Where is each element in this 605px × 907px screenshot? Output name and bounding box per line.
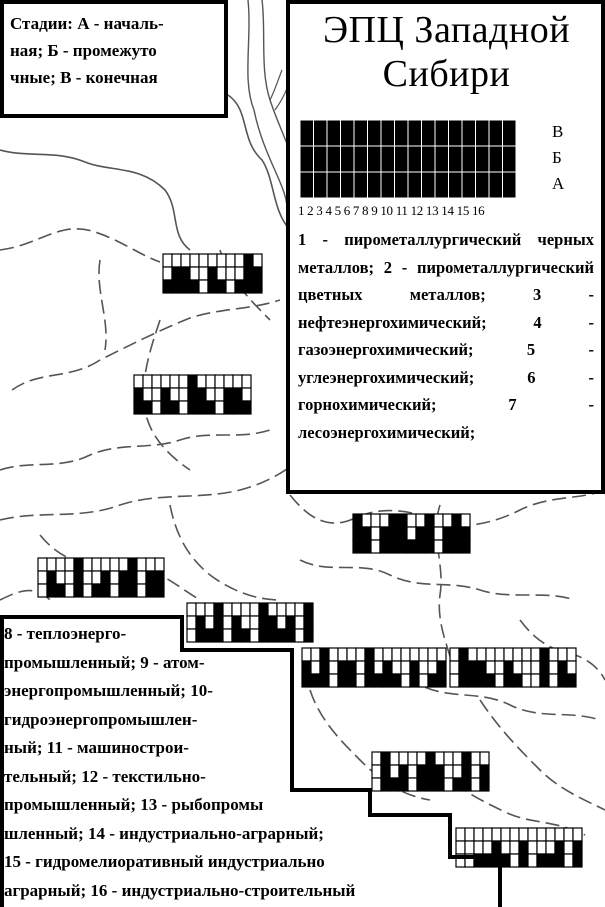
map-title [298,8,595,96]
cycle-grid-west-central-cell [188,375,197,388]
cycle-grid-north-cell [163,254,172,267]
cycle-grid-southeast-cell [540,674,549,687]
cycle-grid-southwest-cell [119,558,128,571]
cycle-grid-south-cell [205,603,214,616]
legend-grid-cell [300,172,314,198]
cycle-grid-bottom-right-cell [546,841,555,854]
cycle-grid-southeast-cell [558,674,567,687]
cycle-grid-south-cell [277,603,286,616]
legend-grid-cell [354,146,368,172]
cycle-grid-west-central-cell [134,401,143,414]
cycle-grid-southwest-cell [56,571,65,584]
legend-grid-cell [476,120,490,146]
cycle-grid-north-cell [172,254,181,267]
legend-grid-cell [381,146,395,172]
cycle-grid-southwest-cell [146,584,155,597]
cycle-grid-west-central-cell [224,388,233,401]
cycle-grid-southwest-cell [137,558,146,571]
legend-grid-cell [449,146,463,172]
legend-grid-cell [503,172,517,198]
cycle-grid-west-central-cell [161,401,170,414]
cycle-grid-east-central-cell [353,514,362,527]
cycle-grid-west-central-cell [179,375,188,388]
legend-grid-cell [327,146,341,172]
cycle-grid-south-cell [250,603,259,616]
cycle-grid-north-cell [244,267,253,280]
stages-note-line-3: чные; В - конечная [10,68,158,87]
cycle-grid-north-cell [181,267,190,280]
cycle-grid-bottom-right-cell [501,828,510,841]
cycle-grid-west-central-cell [143,388,152,401]
legend-description-2-line: энергопромышленный; 10- [4,681,213,700]
cycle-grid-southwest-cell [92,584,101,597]
cycle-grid-east-central-cell [416,527,425,540]
cycle-grid-southwest-cell [137,584,146,597]
cycle-grid-south-cell [232,603,241,616]
cycle-grid-southwest-cell [92,571,101,584]
legend-grid-cell [341,120,355,146]
cycle-grid-west-central-cell [161,375,170,388]
cycle-grid-east-central-cell [389,540,398,553]
cycle-grid-north-cell [235,254,244,267]
cycle-grid-bottom-right-cell [510,841,519,854]
cycle-grid-southwest-cell [83,584,92,597]
cycle-grid-south-cell [259,603,268,616]
cycle-grid-east-central-cell [425,527,434,540]
cycle-grid-southeast-cell [549,661,558,674]
cycle-grid-southwest-cell [155,558,164,571]
cycle-grid-west-central-cell [152,375,161,388]
cycle-grid-southwest-cell [65,584,74,597]
cycle-grid-west-central-cell [242,401,251,414]
cycle-grid-southeast-cell [504,648,513,661]
cycle-grid-east-central-cell [353,540,362,553]
legend-grid-cell [381,120,395,146]
legend-title-box [286,0,605,494]
cycle-grid-west-central-cell [233,388,242,401]
cycle-grid-north-cell [208,280,217,293]
legend-grid-cell [314,120,328,146]
cycle-grid-east-central-cell [380,527,389,540]
cycle-grid-south-cell [304,603,313,616]
legend-description-2-line: 15 - гидромелиоративный индустриально [4,852,325,871]
cycle-grid-north-cell [244,280,253,293]
cycle-grid-southwest-cell [47,571,56,584]
cycle-grid-north-cell [253,267,262,280]
cycle-grid-west-central-cell [224,375,233,388]
cycle-grid-bottom-right-cell [555,841,564,854]
legend-grid-cell [408,172,422,198]
legend-grid-cell [381,172,395,198]
cycle-grid-southwest-cell [56,584,65,597]
legend-grid-cell [503,120,517,146]
legend-grid-cell [449,172,463,198]
cycle-grid-east-central-cell [434,514,443,527]
cycle-grid-southwest-cell [65,571,74,584]
cycle-grid-west-central-cell [197,375,206,388]
cycle-grid-east-central-cell [425,540,434,553]
legend-grid-cell [462,172,476,198]
legend-grid-cell [422,146,436,172]
cycle-grid-southwest-cell [38,558,47,571]
cycle-grid-southwest-cell [110,558,119,571]
cycle-grid-southeast-cell [522,648,531,661]
cycle-grid-southwest-cell [128,558,137,571]
legend-grid-cell [422,120,436,146]
legend-grid-cell [489,146,503,172]
cycle-grid-east-central-cell [434,540,443,553]
cycle-grid-southeast-cell [513,674,522,687]
cycle-grid-bottom-right-cell [510,854,519,867]
stages-note-box [0,0,228,118]
legend-description-2-line: шленный; 14 - индустриально-аграрный; [4,823,324,843]
cycle-grid-east-central-cell [416,540,425,553]
cycle-grid-east-central-cell [398,514,407,527]
cycle-grid-southwest-cell [38,584,47,597]
cycle-grid-southwest-cell [146,571,155,584]
cycle-grid-north-cell [226,280,235,293]
cycle-grid-east-central-cell [407,540,416,553]
legend-grid-cell [489,172,503,198]
cycle-grid-east-central-cell [443,527,452,540]
cycle-grid-southwest-cell [47,558,56,571]
cycle-grid-east-central-cell [461,540,470,553]
cycle-grid-west-central-cell [134,388,143,401]
legend-grid-cell [300,146,314,172]
cycle-grid-north-cell [208,267,217,280]
cycle-grid-north-cell [253,254,262,267]
cycle-grid-bottom-right-cell [546,828,555,841]
cycle-grid-east-central-cell [389,514,398,527]
cycle-grid-east-central-cell [452,527,461,540]
cycle-grid-southwest-cell [101,558,110,571]
cycle-grid-southeast-cell [540,661,549,674]
cycle-grid-east-central-cell [398,540,407,553]
cycle-grid-west-central-cell [233,401,242,414]
cycle-grid-north-cell [181,280,190,293]
legend-description-2-line: ный; 11 - машинострои- [4,738,189,757]
cycle-grid-north-cell [163,280,172,293]
legend-grid-cell [354,172,368,198]
cycle-grid-east-central-cell [452,540,461,553]
legend-grid-cell [408,146,422,172]
cycle-grid-southeast-cell [513,648,522,661]
legend-grid-cell [435,120,449,146]
legend-grid-cell [341,146,355,172]
cycle-grid-west-central-cell [242,388,251,401]
cycle-grid-bottom-right-cell [519,854,528,867]
cycle-grid-east-central-cell [407,527,416,540]
cycle-grid-west-central-cell [170,375,179,388]
cycle-grid-west-central [134,375,251,414]
legend-grid-cell [300,120,314,146]
cycle-grid-southwest-cell [74,571,83,584]
legend-grid-cell [368,172,382,198]
cycle-grid-southwest-cell [83,571,92,584]
legend-description-1: 1 - пирометаллургический черных металлов; 2 - пирометаллургический цветных металлов; 3 - нефтеэнергохимический; 4 - газоэнергохимический; 5 - углеэнергохимический; 6 - горнохимический; 7 - лесоэнергохимический; [298,230,594,442]
cycle-grid-bottom-right-cell [546,854,555,867]
cycle-grid-north-cell [172,267,181,280]
cycle-grid-southeast-cell [558,648,567,661]
legend-stage-a: А [552,174,565,193]
cycle-grid-southwest-cell [83,558,92,571]
cycle-grid-bottom-right-cell [555,854,564,867]
legend-grid-cell [435,146,449,172]
cycle-grid-southeast-cell [567,648,576,661]
cycle-grid-southwest-cell [119,584,128,597]
cycle-grid-southwest-cell [128,571,137,584]
cycle-grid-southwest-cell [110,584,119,597]
cycle-grid-east-central-cell [398,527,407,540]
cycle-grid-southwest-cell [146,558,155,571]
cycle-grid-east-central-cell [452,514,461,527]
legend-grid-cell [327,172,341,198]
stages-note-line-1: Стадии: А - началь- [10,14,164,33]
cycle-grid-bottom-right-cell [519,841,528,854]
cycle-grid-southwest-cell [137,571,146,584]
cycle-grid-west-central-cell [134,375,143,388]
cycle-grid-east-central-cell [425,514,434,527]
cycle-grid-north-cell [208,254,217,267]
cycle-grid-east-central-cell [371,514,380,527]
cycle-grid-east-central-cell [380,540,389,553]
cycle-grid-southeast-cell [531,648,540,661]
cycle-grid-bottom-right-cell [519,828,528,841]
cycle-grid-bottom-right-cell [573,828,582,841]
legend-numbers: 1 2 3 4 5 6 7 8 9 10 11 12 13 14 15 16 [298,203,485,218]
cycle-grid-bottom-right-cell [528,841,537,854]
cycle-grid-southwest-cell [101,571,110,584]
cycle-grid-southeast-cell [558,661,567,674]
cycle-grid-south-cell [187,603,196,616]
legend-grid-cell [314,172,328,198]
cycle-grid-west-central-cell [170,388,179,401]
cycle-grid-west-central-cell [224,401,233,414]
cycle-grid-southwest-cell [74,584,83,597]
northern-coast [228,95,290,230]
legend-description-2-line: промышленный; 13 - рыбопромы [4,795,264,814]
cycle-grid-southwest-cell [38,571,47,584]
legend-stage-b: Б [552,148,562,167]
cycle-grid-south-cell [295,603,304,616]
cycle-grid-west-central-cell [197,401,206,414]
cycle-grid-north-cell [190,267,199,280]
legend-grid-cell [462,146,476,172]
cycle-grid-southwest-cell [155,584,164,597]
cycle-grid-south-cell [286,603,295,616]
cycle-grid-east-central-cell [353,527,362,540]
cycle-grid-southwest-cell [47,584,56,597]
cycle-grid-north [163,254,262,293]
cycle-grid-north-cell [253,280,262,293]
cycle-grid-west-central-cell [188,388,197,401]
legend-grid-cell [408,120,422,146]
legend-description-2-line: промышленный; 9 - атом- [4,652,205,672]
cycle-grid-north-cell [217,267,226,280]
cycle-grid-east-central-cell [443,514,452,527]
cycle-grid-west-central-cell [143,401,152,414]
cycle-grid-west-central-cell [215,388,224,401]
cycle-grid-west-central-cell [242,375,251,388]
cycle-grid-southwest-cell [110,571,119,584]
cycle-grid-southwest-cell [155,571,164,584]
cycle-grid-west-central-cell [161,388,170,401]
cycle-grid-south-cell [223,603,232,616]
legend-grid-cell [341,172,355,198]
cycle-grid-bottom-right-cell [573,841,582,854]
cycle-grid-north-cell [199,254,208,267]
cycle-grid-bottom-right-cell [555,828,564,841]
cycle-grid-north-cell [217,254,226,267]
cycle-grid-north-cell [163,267,172,280]
cycle-grid-bottom-right-cell [501,854,510,867]
legend-description-2-line: аграрный; 16 - индустриально-строительный [4,880,356,900]
legend-description-2 [4,620,502,905]
cycle-grid-bottom-right-cell [537,828,546,841]
cycle-grid-north-cell [199,280,208,293]
cycle-grid-north-cell [190,254,199,267]
cycle-grid-southeast-cell [549,674,558,687]
cycle-grid-west-central-cell [179,388,188,401]
cycle-grid-southeast-cell [522,674,531,687]
cycle-grid-east-central-cell [380,514,389,527]
cycle-grid-southeast-cell [522,661,531,674]
cycle-grid-west-central-cell [215,401,224,414]
cycle-grid-east-central [353,514,470,553]
legend-grid-cell [368,120,382,146]
legend-grid-cell [327,120,341,146]
legend-description-2-line: тельный; 12 - текстильно- [4,766,206,786]
cycle-grid-southeast-cell [504,661,513,674]
cycle-grid-southeast-cell [531,674,540,687]
cycle-grid-east-central-cell [461,514,470,527]
cycle-grid-north-cell [181,254,190,267]
legend-grid-cell [395,120,409,146]
cycle-grid-southeast-cell [567,661,576,674]
cycle-grid-bottom-right-cell [564,828,573,841]
legend-stage-v: В [552,122,564,141]
cycle-grid-southwest-cell [128,584,137,597]
cycle-grid-southeast-cell [549,648,558,661]
legend-grid-cell [449,120,463,146]
cycle-grid-southeast-cell [531,661,540,674]
cycle-grid-east-central-cell [371,540,380,553]
cycle-grid-north-cell [244,254,253,267]
cycle-grid-west-central-cell [152,401,161,414]
legend-grid-cell [422,172,436,198]
cycle-grid-east-central-cell [434,527,443,540]
cycle-grid-west-central-cell [206,375,215,388]
cycle-grid-bottom-right-cell [528,828,537,841]
cycle-grid-bottom-right-cell [537,854,546,867]
map-title-line-1: ЭПЦ Западной [322,9,571,51]
cycle-grid-west-central-cell [206,401,215,414]
cycle-grid-southwest [38,558,164,597]
cycle-grid-north-cell [190,280,199,293]
legend-grid-cell [354,120,368,146]
legend-description-2-line: 8 - теплоэнерго- [4,624,127,643]
cycle-grid-southeast-cell [513,661,522,674]
cycle-grid-north-cell [217,280,226,293]
legend-grid-cell [476,146,490,172]
cycle-grid-south-cell [196,603,205,616]
cycle-grid-west-central-cell [197,388,206,401]
coastline [0,150,190,250]
cycle-grid-southwest-cell [74,558,83,571]
cycle-grid-north-cell [235,267,244,280]
cycle-grid-north-cell [235,280,244,293]
legend-grid-cell [395,172,409,198]
legend-grid [300,120,520,200]
cycle-grid-south-cell [268,603,277,616]
cycle-grid-east-central-cell [443,540,452,553]
cycle-grid-north-cell [226,254,235,267]
cycle-grid-east-central-cell [362,514,371,527]
cycle-grid-west-central-cell [179,401,188,414]
legend-grid-cell [489,120,503,146]
cycle-grid-west-central-cell [143,375,152,388]
cycle-grid-west-central-cell [188,401,197,414]
cycle-grid-east-central-cell [407,514,416,527]
cycle-grid-bottom-right-cell [528,854,537,867]
cycle-grid-west-central-cell [206,388,215,401]
cycle-grid-west-central-cell [215,375,224,388]
cycle-grid-east-central-cell [362,527,371,540]
stages-note-line-2: ная; Б - промежуто [10,41,157,60]
cycle-grid-southeast-cell [567,674,576,687]
cycle-grid-bottom-right-cell [564,841,573,854]
legend-grid-cell [395,146,409,172]
legend-grid-cell [314,146,328,172]
legend-grid-cell [368,146,382,172]
cycle-grid-north-cell [199,267,208,280]
cycle-grid-east-central-cell [461,527,470,540]
cycle-grid-south-cell [214,603,223,616]
legend-description-2-line: гидроэнергопромышлен- [4,709,198,729]
cycle-grid-north-cell [172,280,181,293]
cycle-grid-west-central-cell [152,388,161,401]
cycle-grid-southwest-cell [56,558,65,571]
cycle-grid-southwest-cell [65,558,74,571]
cycle-grid-southwest-cell [101,584,110,597]
cycle-grid-west-central-cell [233,375,242,388]
legend-grid-cell [503,146,517,172]
cycle-grid-east-central-cell [362,540,371,553]
cycle-grid-east-central-cell [416,514,425,527]
cycle-grid-southwest-cell [92,558,101,571]
legend-grid-cell [462,120,476,146]
cycle-grid-south-cell [241,603,250,616]
cycle-grid-east-central-cell [371,527,380,540]
cycle-grid-bottom-right-cell [573,854,582,867]
cycle-grid-bottom-right-cell [564,854,573,867]
legend-grid-cell [476,172,490,198]
cycle-grid-east-central-cell [389,527,398,540]
legend-grid-cell [435,172,449,198]
map-title-line-2: Сибири [382,53,511,95]
cycle-grid-north-cell [226,267,235,280]
cycle-grid-bottom-right-cell [537,841,546,854]
cycle-grid-bottom-right-cell [510,828,519,841]
cycle-grid-southeast-cell [504,674,513,687]
cycle-grid-southeast-cell [540,648,549,661]
cycle-grid-west-central-cell [170,401,179,414]
cycle-grid-bottom-right-cell [501,841,510,854]
cycle-grid-southwest-cell [119,571,128,584]
